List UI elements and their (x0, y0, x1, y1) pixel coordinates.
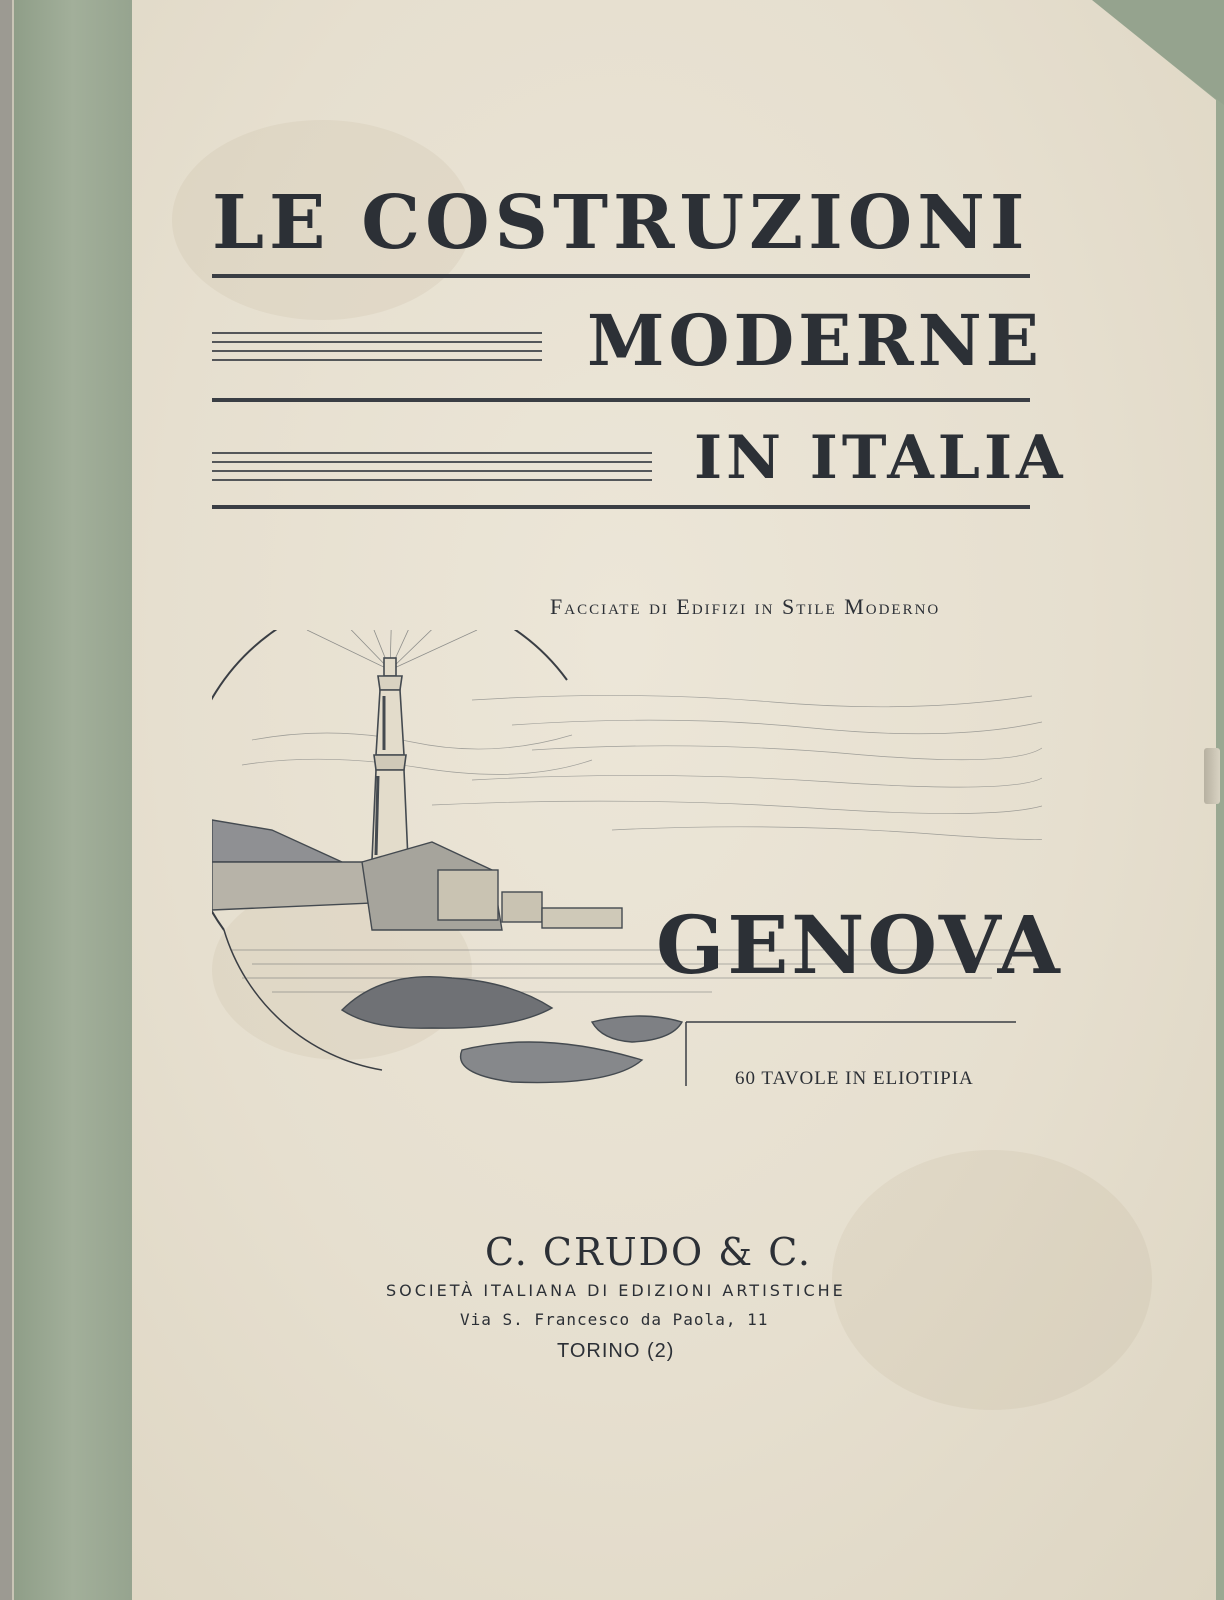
society-name: SOCIETÀ ITALIANA DI EDIZIONI ARTISTICHE (386, 1281, 846, 1300)
decorative-line (212, 470, 652, 472)
title-rule (212, 274, 1030, 278)
title-line-1: LE COSTRUZIONI (212, 180, 1030, 266)
title-line-3: IN ITALIA (694, 423, 1067, 493)
decorative-line (212, 350, 542, 352)
green-spine (14, 0, 132, 1600)
paper-stain (832, 1150, 1152, 1410)
decorative-line (212, 479, 652, 481)
plates-count: 60 TAVOLE IN ELIOTIPIA (735, 1068, 974, 1089)
publisher-name: C. CRUDO & C. (485, 1230, 812, 1274)
title-rule (212, 398, 1030, 402)
fortress (212, 820, 622, 930)
title-rule (212, 505, 1030, 509)
decorative-line (212, 332, 542, 334)
city-title: GENOVA (656, 898, 1063, 992)
subtitle: Facciate di Edifizi in Stile Moderno (550, 594, 941, 619)
decorative-line (212, 461, 652, 463)
rocks (342, 977, 682, 1083)
sky-hatching (242, 695, 1042, 839)
decorative-line (212, 341, 542, 343)
lighthouse-illustration (212, 630, 1042, 1106)
publisher-city: TORINO (2) (557, 1340, 675, 1362)
title-line-2: MODERNE (587, 299, 1044, 382)
decorative-line (212, 452, 652, 454)
lighthouse (372, 658, 408, 860)
publisher-address: Via S. Francesco da Paola, 11 (460, 1310, 769, 1329)
decorative-line (212, 359, 542, 361)
tie-ribbon (1204, 748, 1220, 804)
